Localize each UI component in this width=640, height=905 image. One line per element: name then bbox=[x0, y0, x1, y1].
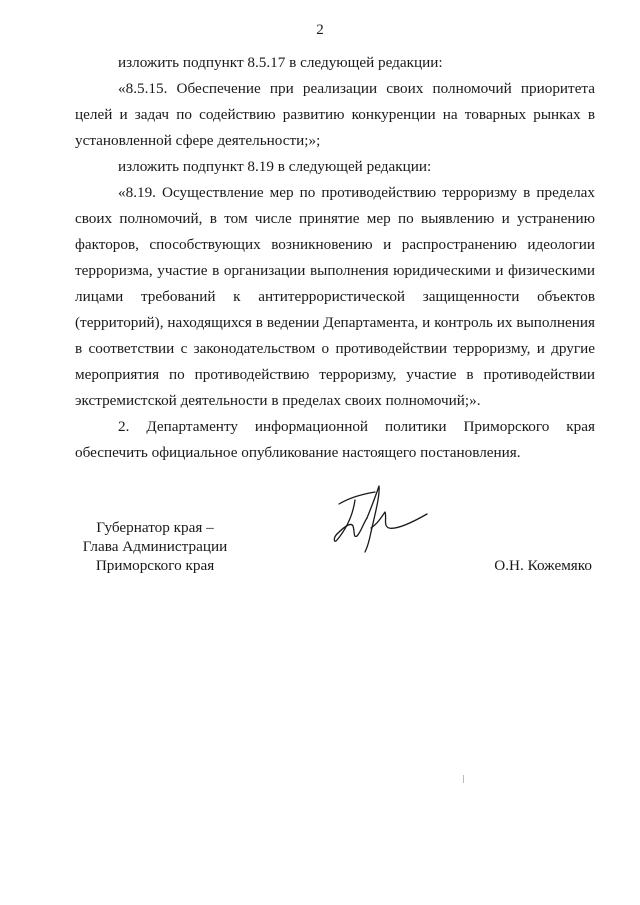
signatory-position-line: Глава Администрации bbox=[82, 538, 228, 555]
page-number: 2 bbox=[316, 22, 324, 38]
amendment-instruction-8-5-17: изложить подпункт 8.5.17 в следующей редакции: bbox=[118, 54, 443, 71]
amendment-text-8-19: «8.19. Осуществление мер по противодействию терроризму в пределах своих полномочий, в том числе принятие мер по выявлению и устранению факторов, способствующих возникновению и распространению идеологии терроризма, участие в организации выполнения юридическими и физическими лицами требований к антитеррористической защищенности объектов (территорий), находящихся в ведении Департамента, и контроль их выполнения в соответствии с законодательством о противодействии терроризму, и другие мероприятия по противодействию терроризму, участие в противодействии экстремистской деятельности в пределах своих полномочий;». bbox=[75, 184, 595, 409]
signatory-position-line: Губернатор края – bbox=[96, 519, 214, 536]
signatory-position-line: Приморского края bbox=[95, 557, 215, 574]
amendment-instruction-8-19: изложить подпункт 8.19 в следующей редакции: bbox=[118, 158, 432, 175]
document-body bbox=[75, 50, 595, 466]
signatory-name: О.Н. Кожемяко bbox=[494, 557, 592, 574]
scan-speck bbox=[463, 775, 464, 783]
handwritten-signature bbox=[325, 478, 435, 558]
point-2-publication: 2. Департаменту информационной политики Приморского края обеспечить официальное опубликование настоящего постановления. bbox=[75, 418, 595, 461]
amendment-text-8-5-15: «8.5.15. Обеспечение при реализации своих полномочий приоритета целей и задач по содействию развитию конкуренции на товарных рынках в установленной сфере деятельности;»; bbox=[75, 80, 595, 149]
signatory-position bbox=[75, 518, 235, 575]
